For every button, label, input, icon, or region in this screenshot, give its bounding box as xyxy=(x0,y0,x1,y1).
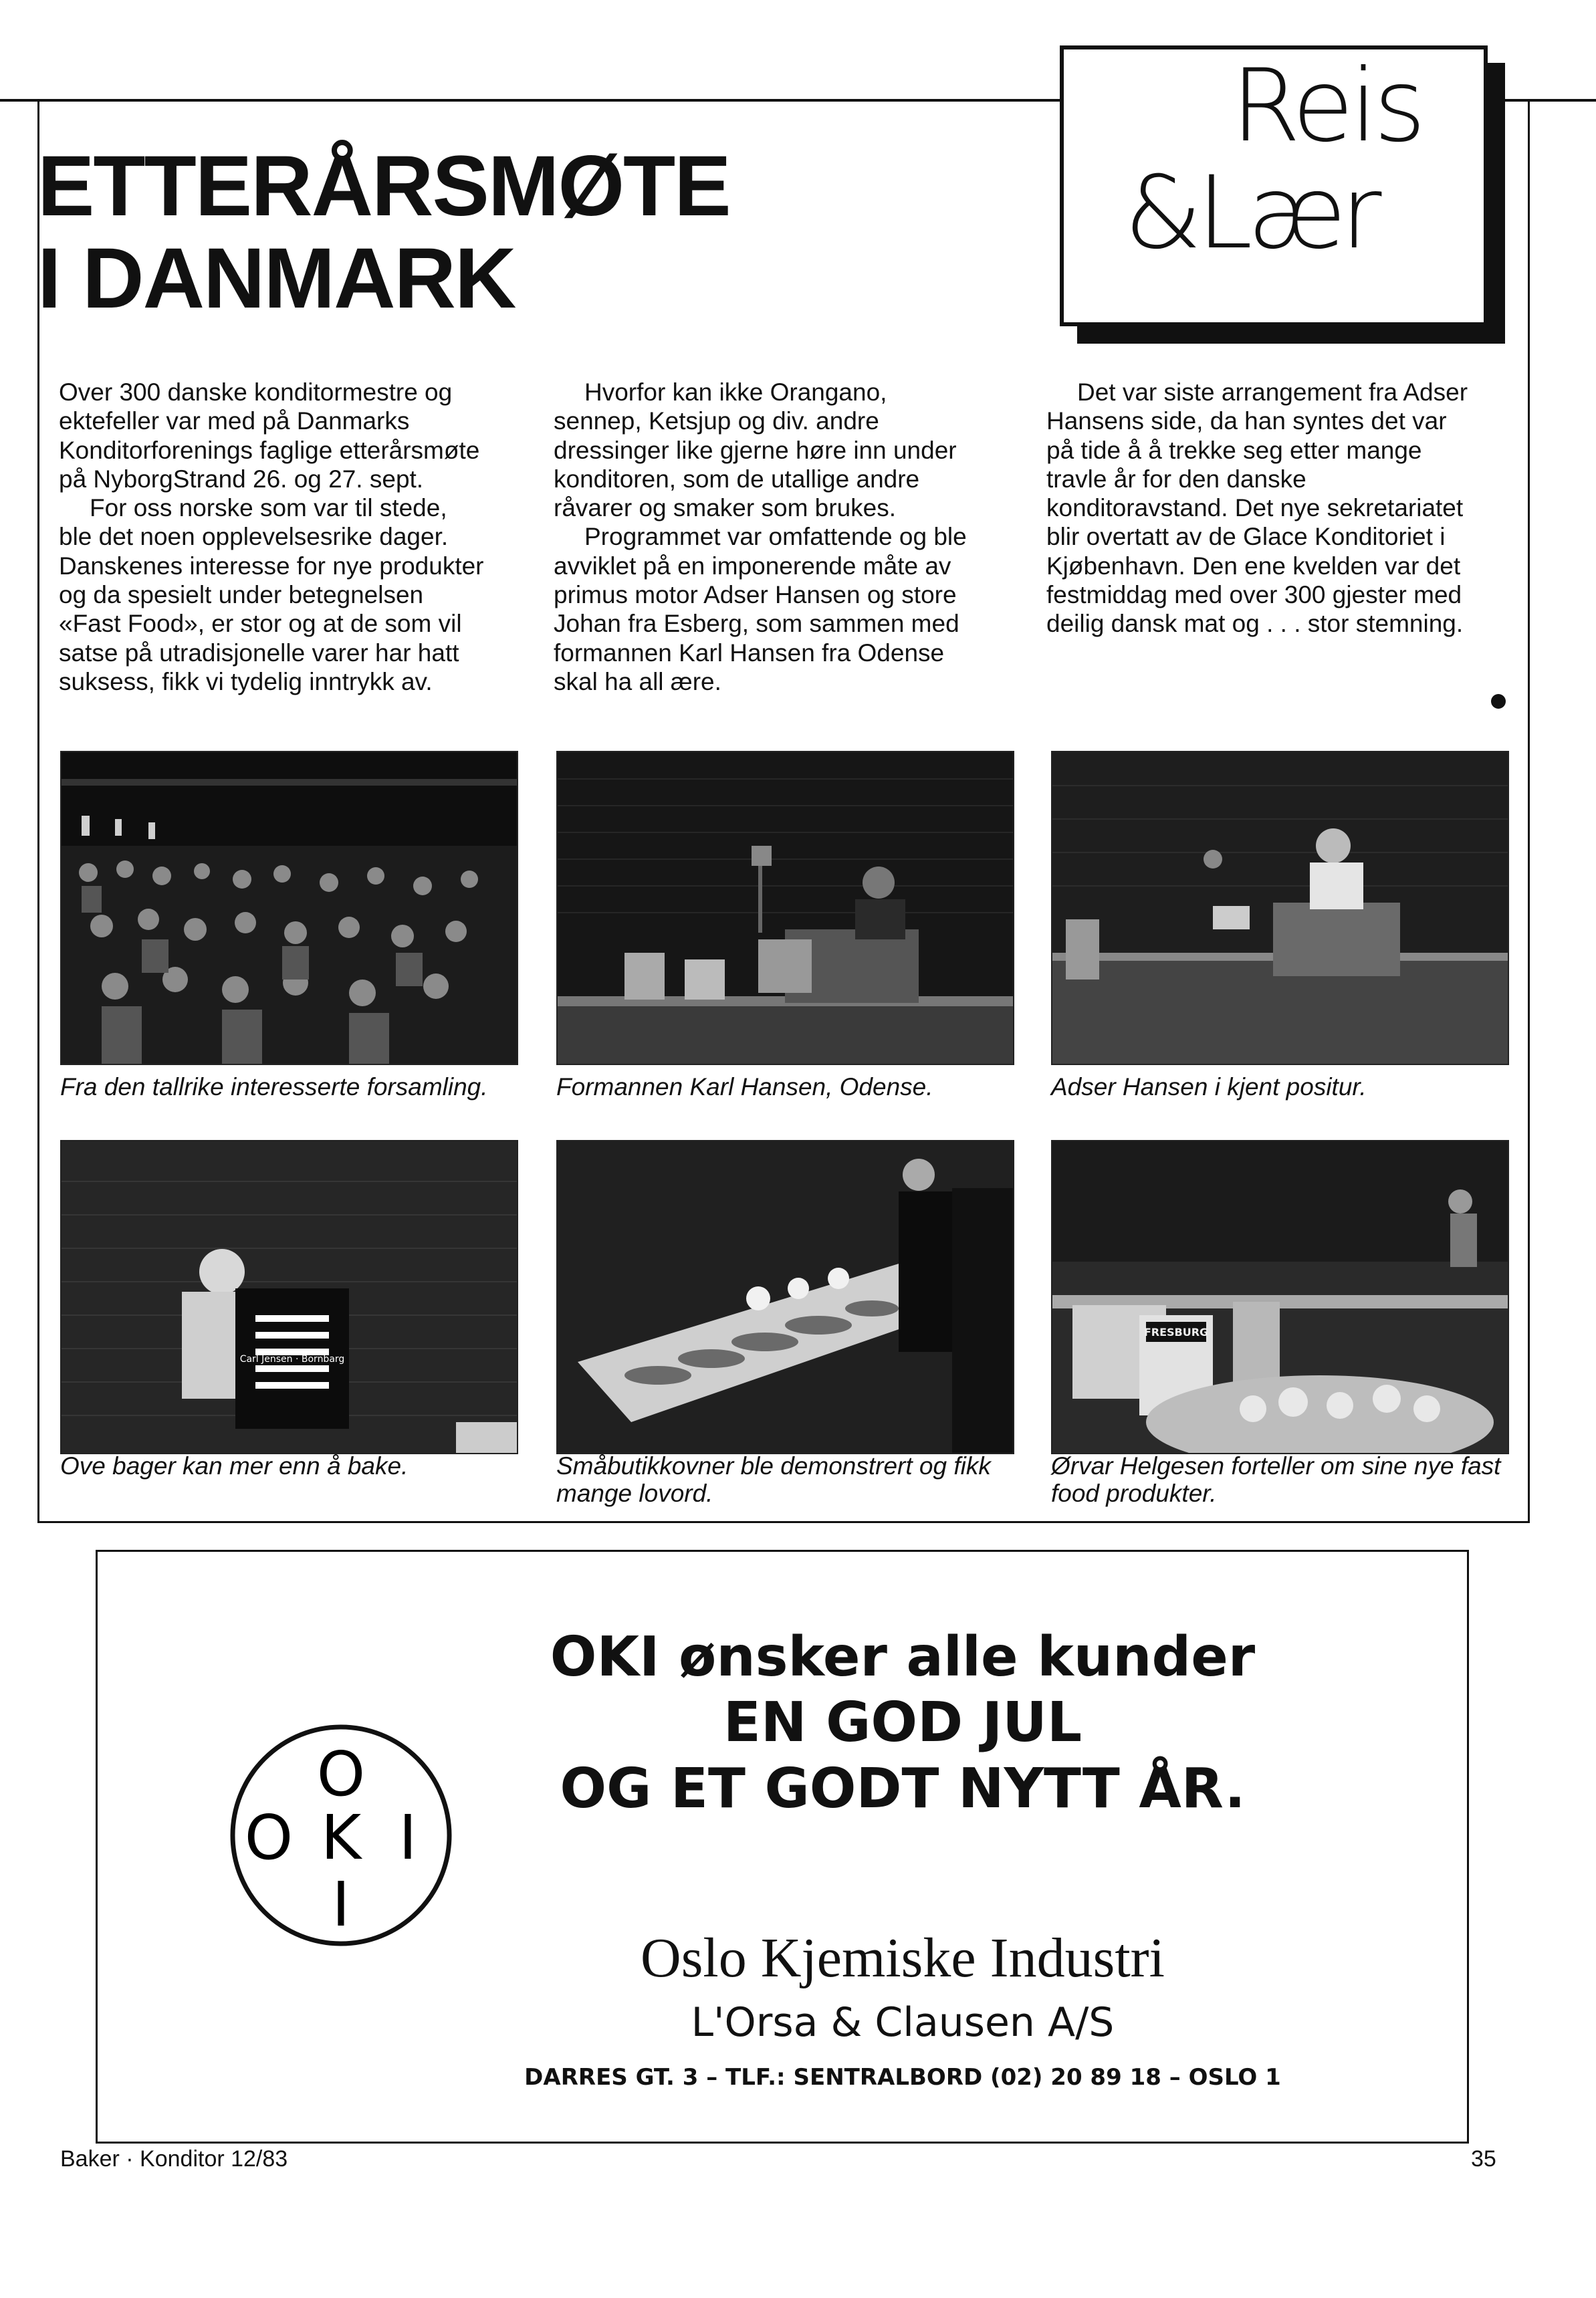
photo-caption: Adser Hansen i kjent positur. xyxy=(1051,1073,1367,1101)
headline-line-1: ETTERÅRSMØTE xyxy=(37,138,730,234)
headline-line-2: I DANMARK xyxy=(37,231,516,327)
oki-logo-letter: I xyxy=(398,1802,417,1873)
ad-subcompany: L'Orsa & Clausen A/S xyxy=(691,1999,1115,2046)
article-column-3 xyxy=(1046,378,1474,639)
publication-footer: Baker · Konditor 12/83 xyxy=(60,2146,288,2172)
ad-headline-line: EN GOD JUL xyxy=(723,1691,1082,1755)
paragraph: Det var siste arrangement fra Adser Hansens side, da han syntes det var på tide å å trekke seg etter mange travle år for den danske konditoravstand. Det nye sekretariatet blir overtatt av de Glace Konditoriet i Kjøbenhavn. Den ene kvelden var det festmiddag med over 300 gjester med deilig dansk mat og . . . stor stemning. xyxy=(1046,378,1468,638)
photo-fast-food-stand xyxy=(1051,1140,1509,1454)
photo-caption: Ove bager kan mer enn å bake. xyxy=(60,1452,409,1480)
oki-logo-letter: O xyxy=(244,1802,294,1873)
reis-laer-logo xyxy=(1060,45,1488,326)
logo-line-1: Reis xyxy=(1231,48,1422,164)
photo-ove-bager xyxy=(60,1140,518,1454)
photo-audience xyxy=(60,751,518,1065)
oki-logo-letter: I xyxy=(332,1869,350,1940)
paragraph: Programmet var omfattende og ble avviklet på en imponerende måte av primus motor Adser Hansen og store Johan fra Esberg, som sammen med formannen Karl Hansen fra Odense skal ha all ære. xyxy=(554,523,967,695)
ad-headline xyxy=(508,1625,1297,1822)
ad-headline-line: OKI ønsker alle kunder xyxy=(550,1625,1256,1689)
page-number: 35 xyxy=(1471,2146,1496,2172)
photo-caption: Formannen Karl Hansen, Odense. xyxy=(556,1073,933,1101)
photo-ovens-demo xyxy=(556,1140,1014,1454)
photo-caption: Ørvar Helgesen forteller om sine nye fast food produkter. xyxy=(1051,1452,1501,1508)
paragraph: For oss norske som var til stede, ble det noen opplevelsesrike dager. Danskenes interesse for nye produkter og da spesielt under betegnelsen «Fast Food», er stor og at de som vil satse på utradisjonelle varer har hatt suksess, fikk vi tydelig inntrykk av. xyxy=(59,494,484,695)
paragraph: Hvorfor kan ikke Orangano, sennep, Ketsjup og div. andre dressinger like gjerne høre inn under konditoren, som de utallige andre råvarer og smaker som brukes. xyxy=(554,378,957,522)
oki-logo-letter: O xyxy=(316,1738,366,1810)
stand-banner: FRESBURG xyxy=(1143,1326,1209,1339)
ad-company-name: Oslo Kjemiske Industri xyxy=(641,1927,1165,1989)
oki-logo-letter: K xyxy=(320,1802,362,1873)
end-bullet xyxy=(1491,694,1506,709)
photo-karl-hansen xyxy=(556,751,1014,1065)
photo-adser-hansen xyxy=(1051,751,1509,1065)
ad-headline-line: OG ET GODT NYTT ÅR. xyxy=(560,1756,1246,1821)
photo-caption: Fra den tallrike interesserte forsamling. xyxy=(60,1073,488,1101)
accordion-sign: Carl Jensen · Bornbarg xyxy=(239,1354,345,1365)
oki-logo xyxy=(227,1722,455,1949)
article-headline xyxy=(37,140,730,325)
photo-caption: Småbutikkovner ble demonstrert og fikk mange lovord. xyxy=(556,1452,991,1508)
ad-address: DARRES GT. 3 – TLF.: SENTRALBORD (02) 20 89 18 – OSLO 1 xyxy=(524,2064,1281,2091)
paragraph: Over 300 danske konditormestre og ektefeller var med på Danmarks Konditorforenings faglige etterårsmøte på NyborgStrand 26. og 27. sept. xyxy=(59,378,480,493)
logo-line-2: &Lær xyxy=(1124,155,1377,271)
article-column-2 xyxy=(554,378,982,696)
article-column-1 xyxy=(59,378,487,696)
